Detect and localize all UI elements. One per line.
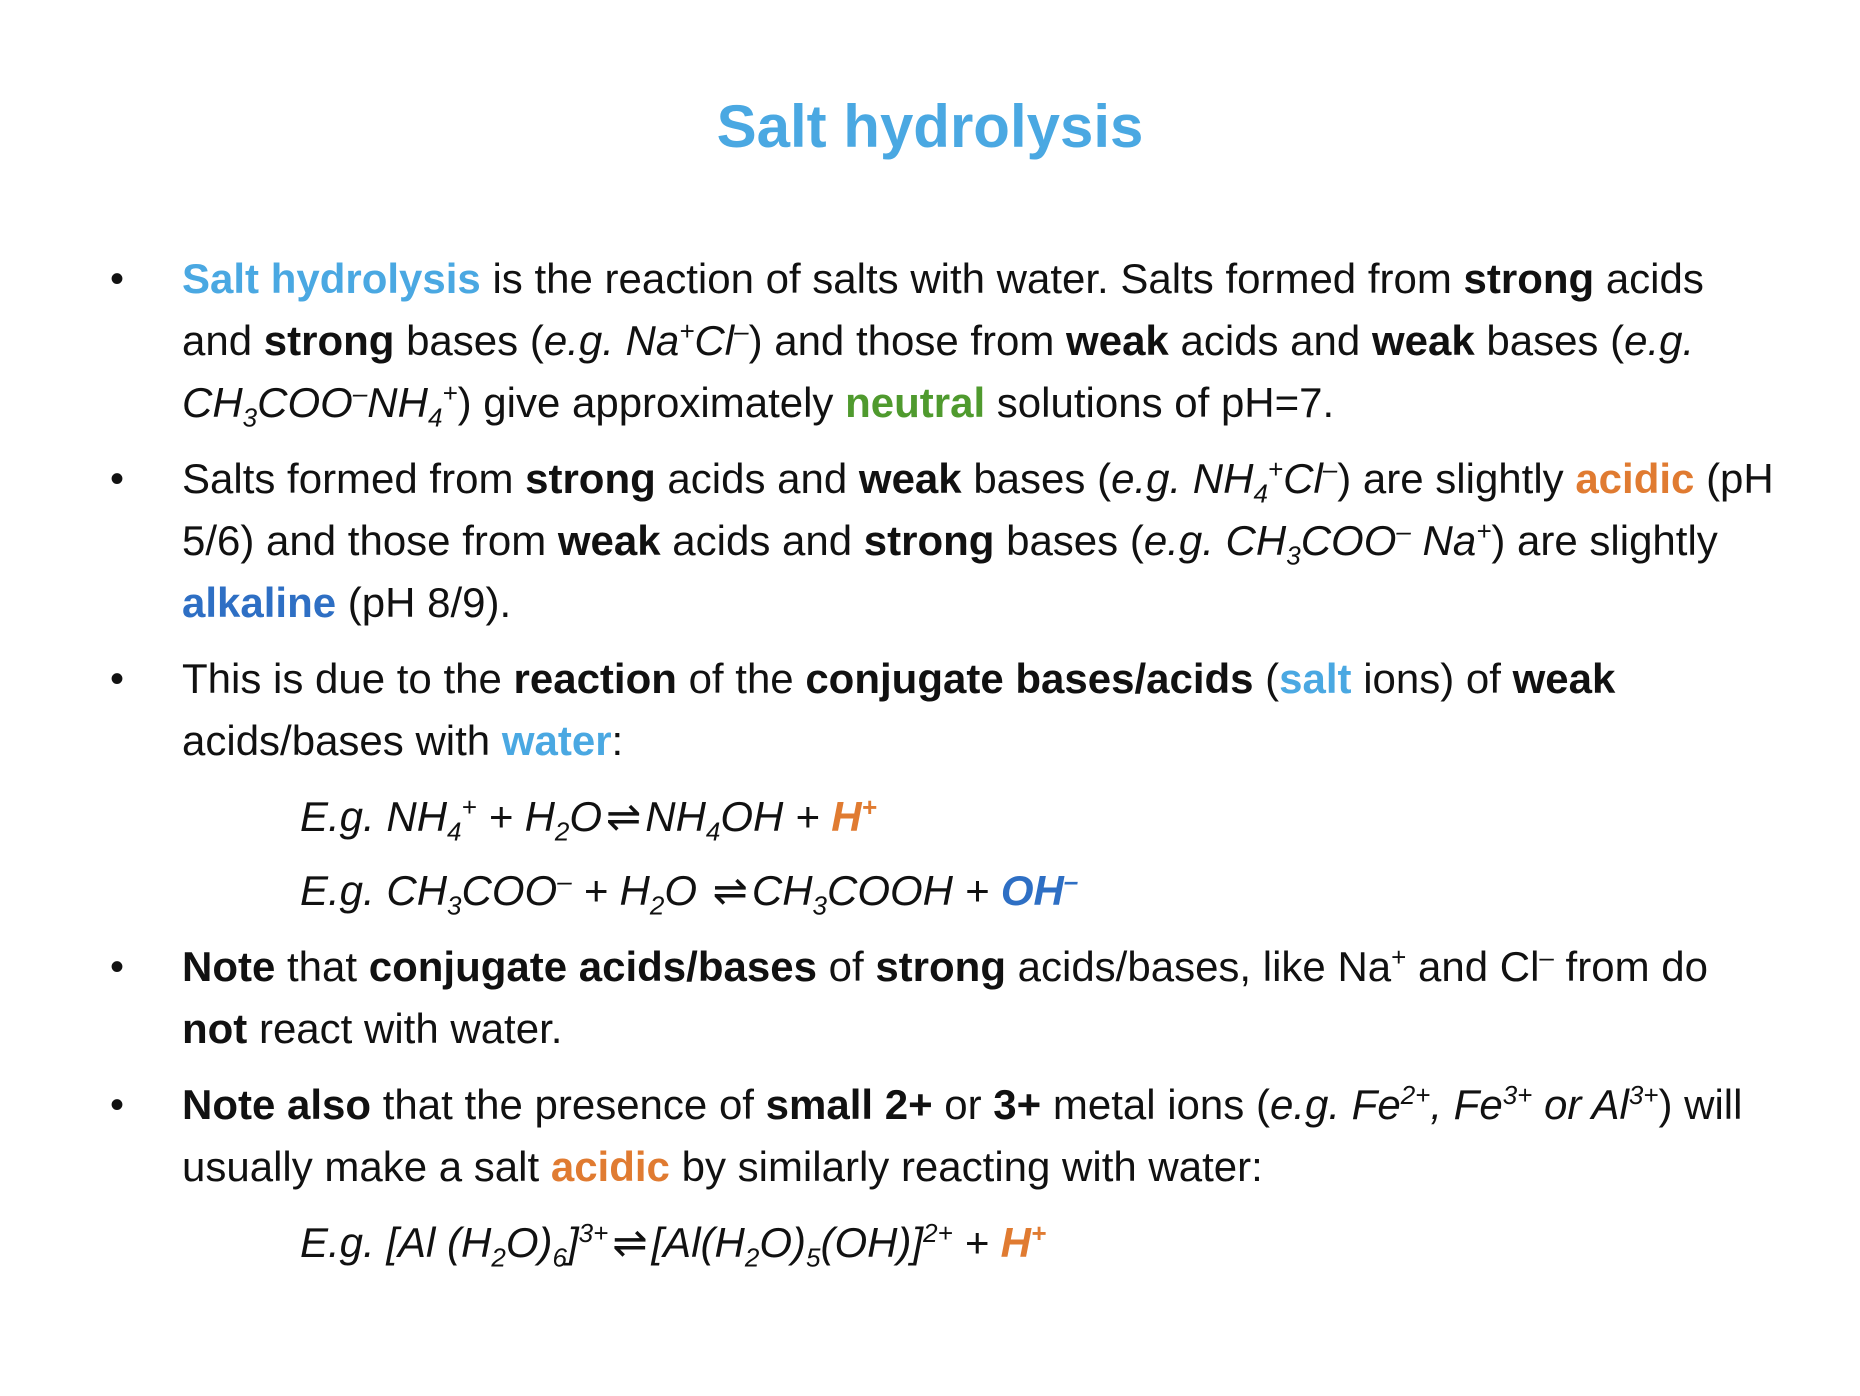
subscript: 3 — [812, 890, 828, 921]
formula: or Al — [1532, 1081, 1629, 1128]
formula: Na — [1410, 517, 1477, 564]
subscript: 3 — [447, 890, 462, 921]
text: ) and those from — [748, 317, 1067, 364]
text-bold: Note — [182, 943, 276, 990]
equation-aluminium — [110, 1212, 1775, 1274]
formula: Cl — [694, 317, 735, 364]
text-bold: strong — [875, 943, 1006, 990]
text: : — [611, 717, 624, 764]
subscript: 4 — [447, 816, 462, 847]
charge: – — [352, 378, 368, 408]
bullet-salt-hydrolysis-definition — [110, 248, 1775, 434]
text: This is due to the — [182, 655, 514, 702]
formula: O — [664, 867, 709, 914]
charge: – — [1063, 866, 1079, 896]
text: Salts formed from — [182, 455, 526, 502]
equation-ammonium — [110, 786, 1775, 848]
formula: e.g. CH — [1143, 517, 1287, 564]
term-alkaline: alkaline — [182, 579, 337, 626]
text-bold: weak — [557, 517, 661, 564]
text: ( — [1253, 655, 1280, 702]
formula: e.g. Na — [543, 317, 680, 364]
text-bold: weak — [1371, 317, 1475, 364]
subscript: 4 — [705, 816, 721, 847]
text-bold: reaction — [513, 655, 677, 702]
formula: Cl — [1283, 455, 1323, 502]
charge: – — [557, 866, 572, 896]
formula: CH — [751, 867, 813, 914]
text: react with water. — [247, 1005, 563, 1052]
term-water: water — [501, 717, 612, 764]
charge: – — [1539, 942, 1554, 972]
formula: e.g. CH — [182, 317, 1695, 426]
text: of — [816, 943, 876, 990]
text: (pH 5/6) and those from — [182, 455, 1774, 564]
formula: NH — [645, 793, 706, 840]
bullet-note-strong-conjugates — [110, 936, 1775, 1060]
text: from do — [1553, 943, 1708, 990]
formula: ] — [566, 1219, 579, 1266]
charge: – — [1322, 454, 1338, 484]
product-h: H — [831, 793, 862, 840]
charge: + — [1476, 516, 1492, 546]
text-bold: strong — [863, 517, 995, 564]
text-bold: strong — [1463, 255, 1595, 302]
charge: + — [861, 792, 877, 822]
text: ) are slightly — [1337, 455, 1576, 502]
text-bold: small 2+ — [765, 1081, 933, 1128]
charge: – — [734, 316, 749, 346]
bullet-conjugate-reaction — [110, 648, 1775, 772]
charge: – — [1396, 516, 1411, 546]
text: acids/bases with — [182, 717, 502, 764]
text-bold: weak — [1512, 655, 1616, 702]
equation-acetate — [110, 860, 1775, 922]
subscript: 4 — [427, 402, 443, 433]
formula: COOH + — [827, 867, 1001, 914]
text: acids and — [1168, 317, 1372, 364]
text-bold: strong — [525, 455, 656, 502]
formula: , Fe — [1430, 1081, 1503, 1128]
text: that the presence of — [371, 1081, 766, 1128]
subscript: 4 — [1253, 478, 1268, 509]
text-bold: strong — [263, 317, 395, 364]
subscript: 3 — [242, 402, 258, 433]
term-salt: salt — [1279, 655, 1352, 702]
charge: 2+ — [923, 1218, 953, 1248]
text: by similarly reacting with water: — [669, 1143, 1263, 1190]
text: of the — [676, 655, 806, 702]
formula: COO — [257, 379, 353, 426]
formula: NH — [367, 379, 428, 426]
formula: + H — [571, 867, 650, 914]
charge: 3+ — [578, 1218, 609, 1248]
charge: + — [461, 792, 477, 822]
subscript: 5 — [805, 1242, 821, 1273]
text: (pH 8/9). — [336, 579, 512, 626]
term-acidic: acidic — [550, 1143, 670, 1190]
term-neutral: neutral — [845, 379, 986, 426]
formula: O) — [505, 1219, 553, 1266]
charge: + — [1391, 942, 1407, 972]
formula: OH + — [720, 793, 832, 840]
product-oh: OH — [1000, 867, 1064, 914]
formula: e.g. NH — [1111, 455, 1254, 502]
bullet-note-metal-ions — [110, 1074, 1775, 1198]
charge: + — [1030, 1218, 1047, 1248]
product-h: H — [1000, 1219, 1031, 1266]
formula: e.g. Fe — [1269, 1081, 1401, 1128]
formula: E.g. NH — [300, 793, 448, 840]
charge: 3+ — [1628, 1080, 1659, 1110]
text: is the reaction of salts with water. Salts formed from — [480, 255, 1464, 302]
text: solutions of pH=7. — [985, 379, 1335, 426]
subscript: 3 — [1286, 540, 1301, 571]
equilibrium-arrow-icon: ⇌ — [606, 793, 642, 840]
page-title: Salt hydrolysis — [716, 93, 1144, 160]
formula: E.g. CH — [300, 867, 448, 914]
text: metal ions ( — [1041, 1081, 1270, 1128]
formula: COO — [461, 867, 558, 914]
text: acids and — [655, 455, 859, 502]
text: bases ( — [961, 455, 1112, 502]
slide-content — [110, 248, 1775, 1286]
text-bold: weak — [858, 455, 962, 502]
text: that — [275, 943, 369, 990]
formula: O — [569, 793, 603, 840]
subscript: 2 — [491, 1242, 506, 1273]
charge: + — [679, 316, 695, 346]
equilibrium-arrow-icon: ⇌ — [712, 867, 748, 914]
formula: E.g. [Al (H — [300, 1219, 492, 1266]
text-bold: weak — [1066, 317, 1169, 364]
term-acidic: acidic — [1575, 455, 1695, 502]
formula: (OH)] — [820, 1219, 924, 1266]
text: ions) of — [1351, 655, 1513, 702]
text: and Cl — [1406, 943, 1540, 990]
text: acids and — [660, 517, 864, 564]
text: acids and — [182, 255, 1704, 364]
formula: O) — [759, 1219, 806, 1266]
formula: + — [952, 1219, 1001, 1266]
text: bases ( — [394, 317, 544, 364]
subscript: 2 — [744, 1242, 760, 1273]
charge: 3+ — [1502, 1080, 1533, 1110]
formula: COO — [1300, 517, 1397, 564]
formula: [Al(H — [651, 1219, 745, 1266]
charge: + — [1267, 454, 1284, 484]
charge: + — [442, 378, 458, 408]
text: ) are slightly — [1491, 517, 1718, 564]
text-bold: conjugate bases/acids — [805, 655, 1254, 702]
subscript: 2 — [649, 890, 665, 921]
text-bold: 3+ — [993, 1081, 1042, 1128]
charge: 2+ — [1400, 1080, 1431, 1110]
text: bases ( — [1474, 317, 1625, 364]
equilibrium-arrow-icon: ⇌ — [612, 1219, 648, 1266]
text: ) will usually make a salt — [182, 1081, 1743, 1190]
term-salt-hydrolysis: Salt hydrolysis — [182, 255, 481, 302]
text: bases ( — [994, 517, 1144, 564]
text: ) give approximately — [457, 379, 846, 426]
formula: + H — [476, 793, 555, 840]
text-bold: not — [182, 1005, 248, 1052]
subscript: 6 — [552, 1242, 567, 1273]
subscript: 2 — [554, 816, 570, 847]
text-bold: conjugate acids/bases — [368, 943, 817, 990]
text-bold: Note also — [182, 1081, 372, 1128]
bullet-acidic-alkaline-salts — [110, 448, 1775, 634]
text: acids/bases, like Na — [1005, 943, 1392, 990]
text: or — [932, 1081, 994, 1128]
